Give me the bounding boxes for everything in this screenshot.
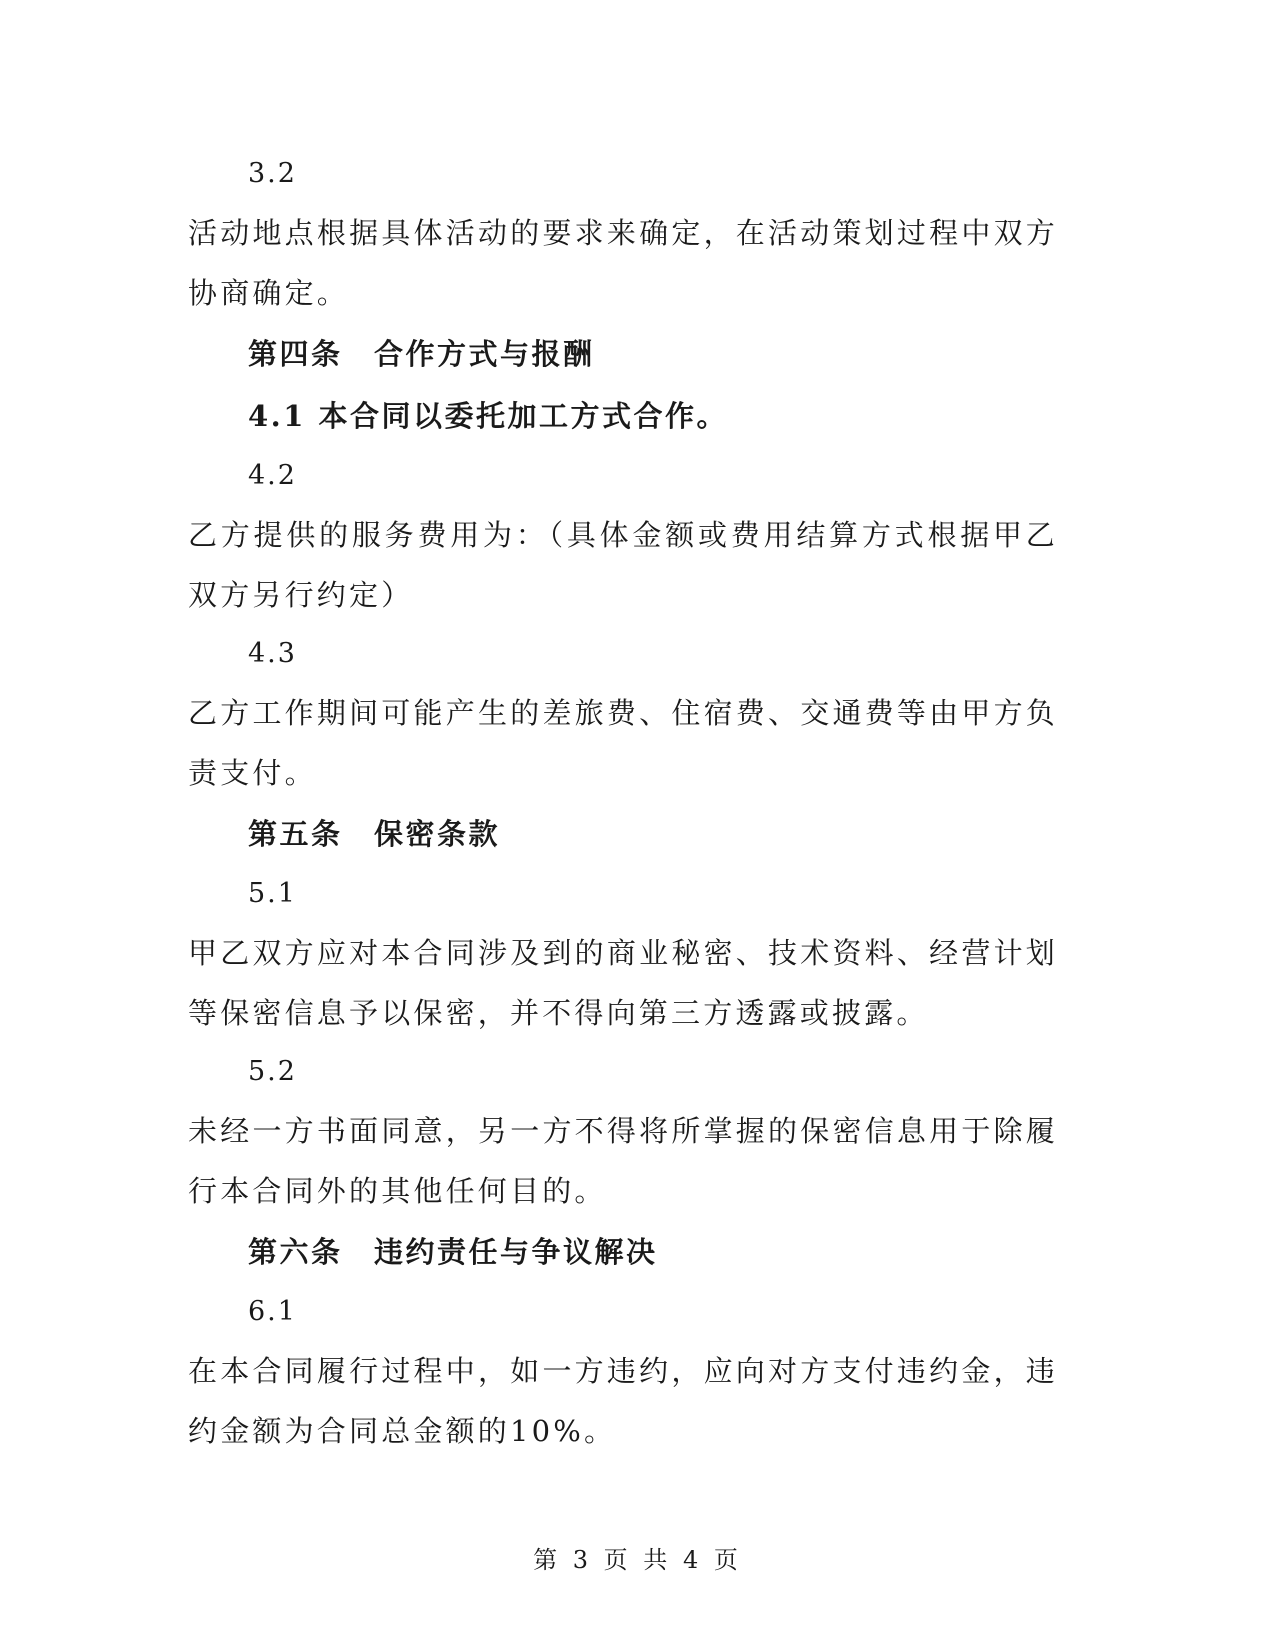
clause-text-5-2: 未经一方书面同意，另一方不得将所掌握的保密信息用于除履行本合同外的其他任何目的。 xyxy=(188,1114,1058,1208)
clause-text-4-3: 乙方工作期间可能产生的差旅费、住宿费、交通费等由甲方负责支付。 xyxy=(188,696,1058,790)
clause-number-5-2: 5.2 xyxy=(248,1056,297,1087)
clause-number-5-1: 5.1 xyxy=(248,878,297,909)
document-body xyxy=(188,145,1058,1461)
clause-text-4-2: 乙方提供的服务费用为：（具体金额或费用结算方式根据甲乙双方另行约定） xyxy=(188,518,1058,612)
clause-number-4-2: 4.2 xyxy=(248,460,297,491)
clause-number-3-2: 3.2 xyxy=(248,158,297,189)
clause-number-4-3: 4.3 xyxy=(248,638,297,669)
clause-4-1: 4.1 本合同以委托加工方式合作。 xyxy=(248,399,729,433)
clause-text-5-1: 甲乙双方应对本合同涉及到的商业秘密、技术资料、经营计划等保密信息予以保密，并不得向第三方透露或披露。 xyxy=(188,936,1058,1030)
clause-number-6-1: 6.1 xyxy=(248,1296,297,1327)
article-4-heading: 第四条 合作方式与报酬 xyxy=(248,337,595,371)
article-5-heading: 第五条 保密条款 xyxy=(248,817,501,851)
page-footer: 第 3 页 共 4 页 xyxy=(533,1546,742,1574)
clause-text-6-1: 在本合同履行过程中，如一方违约，应向对方支付违约金，违约金额为合同总金额的10%。 xyxy=(188,1354,1058,1448)
article-6-heading: 第六条 违约责任与争议解决 xyxy=(248,1235,658,1269)
clause-text-3-2: 活动地点根据具体活动的要求来确定，在活动策划过程中双方协商确定。 xyxy=(188,216,1058,310)
